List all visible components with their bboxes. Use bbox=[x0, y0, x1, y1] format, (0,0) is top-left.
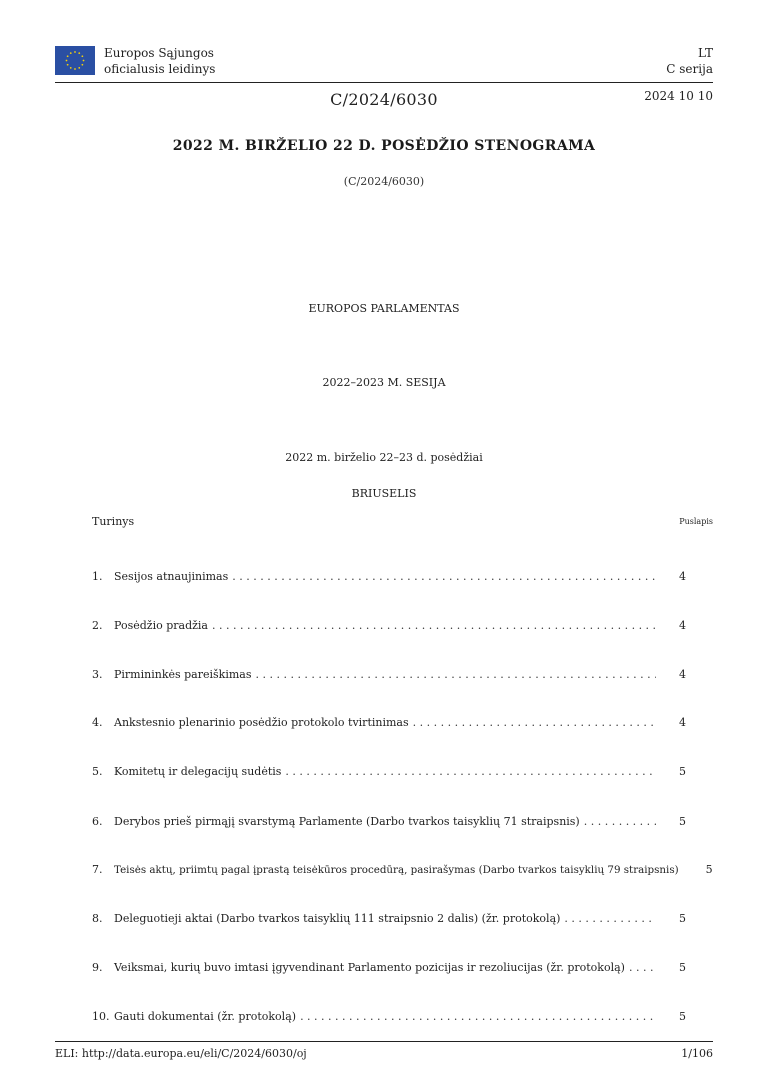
eli-link[interactable]: ELI: http://data.europa.eu/eli/C/2024/6030/oj bbox=[55, 1047, 307, 1060]
toc-leader-dots bbox=[413, 716, 656, 729]
toc-item-page: 4 bbox=[679, 570, 686, 583]
session-label: 2022–2023 M. SESIJA bbox=[322, 376, 446, 389]
toc-item-number: 9. bbox=[92, 961, 103, 974]
toc-item[interactable] bbox=[92, 716, 686, 732]
series-label: C serija bbox=[666, 62, 713, 76]
toc-item-number: 4. bbox=[92, 716, 103, 729]
language-series bbox=[666, 45, 713, 77]
toc-item-number: 5. bbox=[92, 765, 103, 778]
toc-item[interactable] bbox=[92, 668, 686, 684]
toc-item-number: 7. bbox=[92, 863, 103, 876]
toc-leader-dots bbox=[212, 619, 656, 632]
flag-star bbox=[81, 55, 83, 57]
flag-star bbox=[67, 55, 69, 57]
place-label: BRIUSELIS bbox=[351, 487, 417, 500]
toc-leader-dots bbox=[584, 815, 656, 828]
sittings-label: 2022 m. birželio 22–23 d. posėdžiai bbox=[285, 451, 483, 464]
flag-star bbox=[66, 60, 68, 62]
header-divider bbox=[55, 82, 713, 83]
document-title: 2022 M. BIRŽELIO 22 D. POSĖDŽIO STENOGRAMA bbox=[172, 138, 596, 154]
toc-item-text: Teisės aktų, priimtų pagal įprastą teisėkūros procedūrą, pasirašymas (Darbo tvarkos taisyklių 79 straipsnis) bbox=[114, 864, 679, 876]
toc-item-text: Deleguotieji aktai (Darbo tvarkos taisyklių 111 straipsnio 2 dalis) (žr. protokolą) bbox=[114, 912, 561, 925]
toc-leader-dots bbox=[255, 668, 656, 681]
toc-item-number: 10. bbox=[92, 1010, 110, 1023]
flag-star bbox=[74, 68, 76, 70]
toc-item[interactable] bbox=[92, 912, 686, 928]
toc-page-heading: Puslapis bbox=[679, 517, 713, 526]
flag-star bbox=[74, 51, 76, 53]
toc-item-text: Posėdžio pradžia bbox=[114, 619, 208, 632]
toc-leader-dots bbox=[564, 912, 656, 925]
toc-item-number: 1. bbox=[92, 570, 103, 583]
toc-item-page: 5 bbox=[679, 1010, 686, 1023]
toc-item-page: 5 bbox=[679, 961, 686, 974]
flag-star bbox=[67, 64, 69, 66]
toc-leader-dots bbox=[300, 1010, 656, 1023]
toc-item[interactable] bbox=[92, 863, 713, 879]
toc-item-number: 2. bbox=[92, 619, 103, 632]
document-date: 2024 10 10 bbox=[644, 89, 713, 103]
toc-item-text: Pirmininkės pareiškimas bbox=[114, 668, 252, 681]
publication-name bbox=[104, 45, 215, 77]
toc-item-text: Komitetų ir delegacijų sudėtis bbox=[114, 765, 282, 778]
toc-item-text: Ankstesnio plenarinio posėdžio protokolo tvirtinimas bbox=[114, 716, 409, 729]
toc-item-text: Gauti dokumentai (žr. protokolą) bbox=[114, 1010, 297, 1023]
toc-item-page: 5 bbox=[679, 815, 686, 828]
institution-name: EUROPOS PARLAMENTAS bbox=[308, 302, 460, 315]
toc-item-text: Veiksmai, kurių buvo imtasi įgyvendinant Parlamento pozicijas ir rezoliucijas (žr. protokolą) bbox=[114, 961, 625, 974]
flag-star bbox=[78, 67, 80, 69]
toc-item-number: 6. bbox=[92, 815, 103, 828]
toc-item-number: 3. bbox=[92, 668, 103, 681]
toc-leader-dots bbox=[285, 765, 656, 778]
document-id: C/2024/6030 bbox=[330, 90, 438, 109]
flag-star bbox=[70, 52, 72, 54]
toc-item[interactable] bbox=[92, 961, 686, 977]
toc-item[interactable] bbox=[92, 1010, 686, 1026]
eu-flag-icon bbox=[55, 46, 95, 75]
flag-star bbox=[70, 67, 72, 69]
footer-divider bbox=[55, 1041, 713, 1042]
toc-item[interactable] bbox=[92, 765, 686, 781]
document-subtitle: (C/2024/6030) bbox=[343, 175, 425, 188]
toc-item-page: 5 bbox=[679, 765, 686, 778]
language-code: LT bbox=[698, 46, 713, 60]
toc-item-text: Sesijos atnaujinimas bbox=[114, 570, 229, 583]
toc-item[interactable] bbox=[92, 619, 686, 635]
publication-name-line2: oficialusis leidinys bbox=[104, 62, 216, 76]
toc-item-page: 4 bbox=[679, 668, 686, 681]
toc-leader-dots bbox=[629, 961, 656, 974]
toc-item[interactable] bbox=[92, 815, 686, 831]
flag-star bbox=[83, 60, 85, 62]
publication-name-line1: Europos Sąjungos bbox=[104, 46, 214, 60]
toc-item-text: Derybos prieš pirmąjį svarstymą Parlamente (Darbo tvarkos taisyklių 71 straipsnis) bbox=[114, 815, 580, 828]
flag-star bbox=[78, 52, 80, 54]
toc-heading: Turinys bbox=[92, 515, 135, 528]
toc-item-page: 4 bbox=[679, 619, 686, 632]
toc-item-page: 5 bbox=[705, 863, 713, 876]
toc-leader-dots bbox=[232, 570, 656, 583]
page-number: 1/106 bbox=[681, 1047, 713, 1060]
toc-item-page: 4 bbox=[679, 716, 686, 729]
toc-item[interactable] bbox=[92, 570, 686, 586]
toc-item-number: 8. bbox=[92, 912, 103, 925]
toc-item-page: 5 bbox=[679, 912, 686, 925]
flag-star bbox=[81, 64, 83, 66]
